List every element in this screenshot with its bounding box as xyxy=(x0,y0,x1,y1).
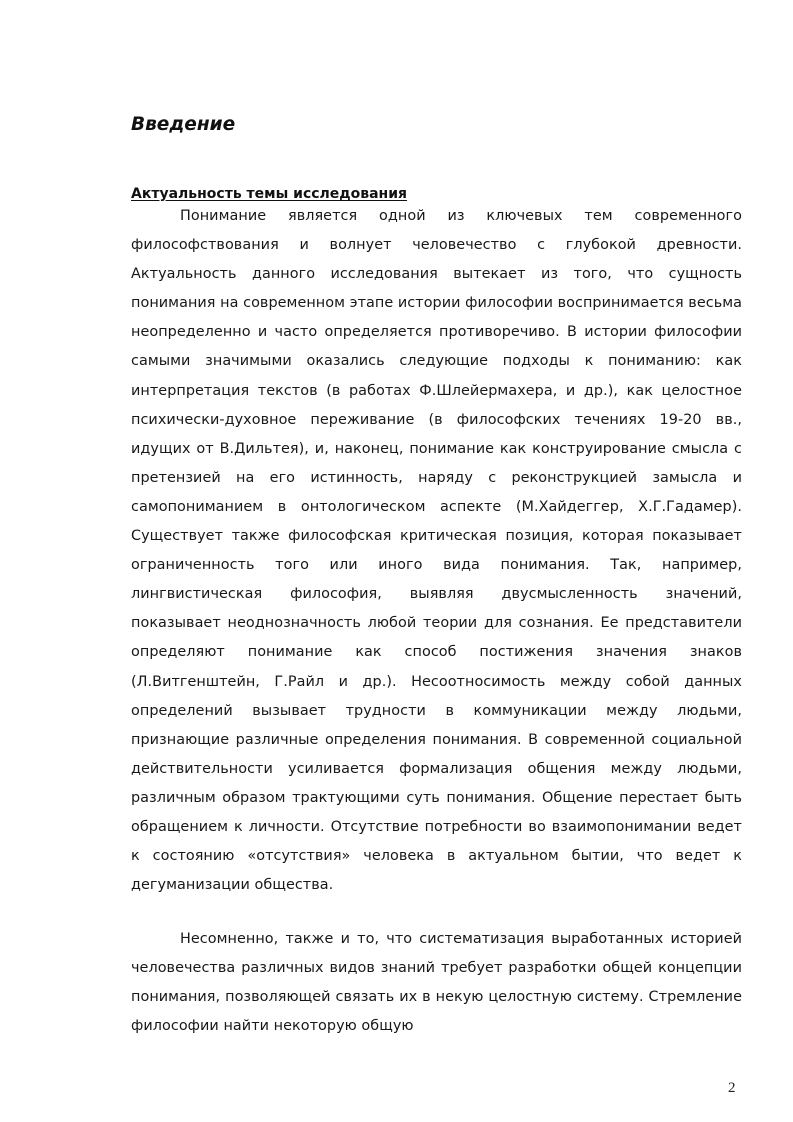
section-title: Актуальность темы исследования xyxy=(131,186,408,202)
body-paragraph: Понимание является одной из ключевых тем современного философствования и волнует человечество с глубокой древности. Актуальность данного исследования вытекает из того, что сущность понимания на современном этапе истории философии воспринимается весьма неопределенно и часто определяется противоречиво. В истории философии самыми значимыми оказались следующие подходы к пониманию: как интерпретация текстов (в работах Ф.Шлейермахера, и др.), как целостное психически-духовное переживание (в философских течениях 19-20 вв., идущих от В.Дильтея), и, наконец, понимание как конструирование смысла с претензией на его истинность, наряду с реконструкцией замысла и самопониманием в онтологическом аспекте (М.Хайдеггер, Х.Г.Гадамер). Существует также философская критическая позиция, которая показывает ограниченность того или иного вида понимания. Так, например, лингвистическая философия, выявляя двусмысленность значений, показывает неоднозначность любой теории для сознания. Ее представители определяют понимание как способ постижения значения знаков (Л.Витгенштейн, Г.Райл и др.). Несоотносимость между собой данных определений вызывает трудности в коммуникации между людьми, признающие различные определения понимания. В современной социальной действительности усиливается формализация общения между людьми, различным образом трактующими суть понимания. Общение перестает быть обращением к личности. Отсутствие потребности во взаимопонимании ведет к состоянию «отсутствия» человека в актуальном бытии, что ведет к дегуманизации общества. xyxy=(131,208,742,894)
body-paragraph: Несомненно, также и то, что систематизация выработанных историей человечества различных видов знаний требует разработки общей концепции понимания, позволяющей связать их в некую целостную систему. Стремление философии найти некоторую общую xyxy=(131,931,742,1035)
chapter-heading: Введение xyxy=(131,114,236,135)
page-number: 2 xyxy=(728,1080,736,1096)
